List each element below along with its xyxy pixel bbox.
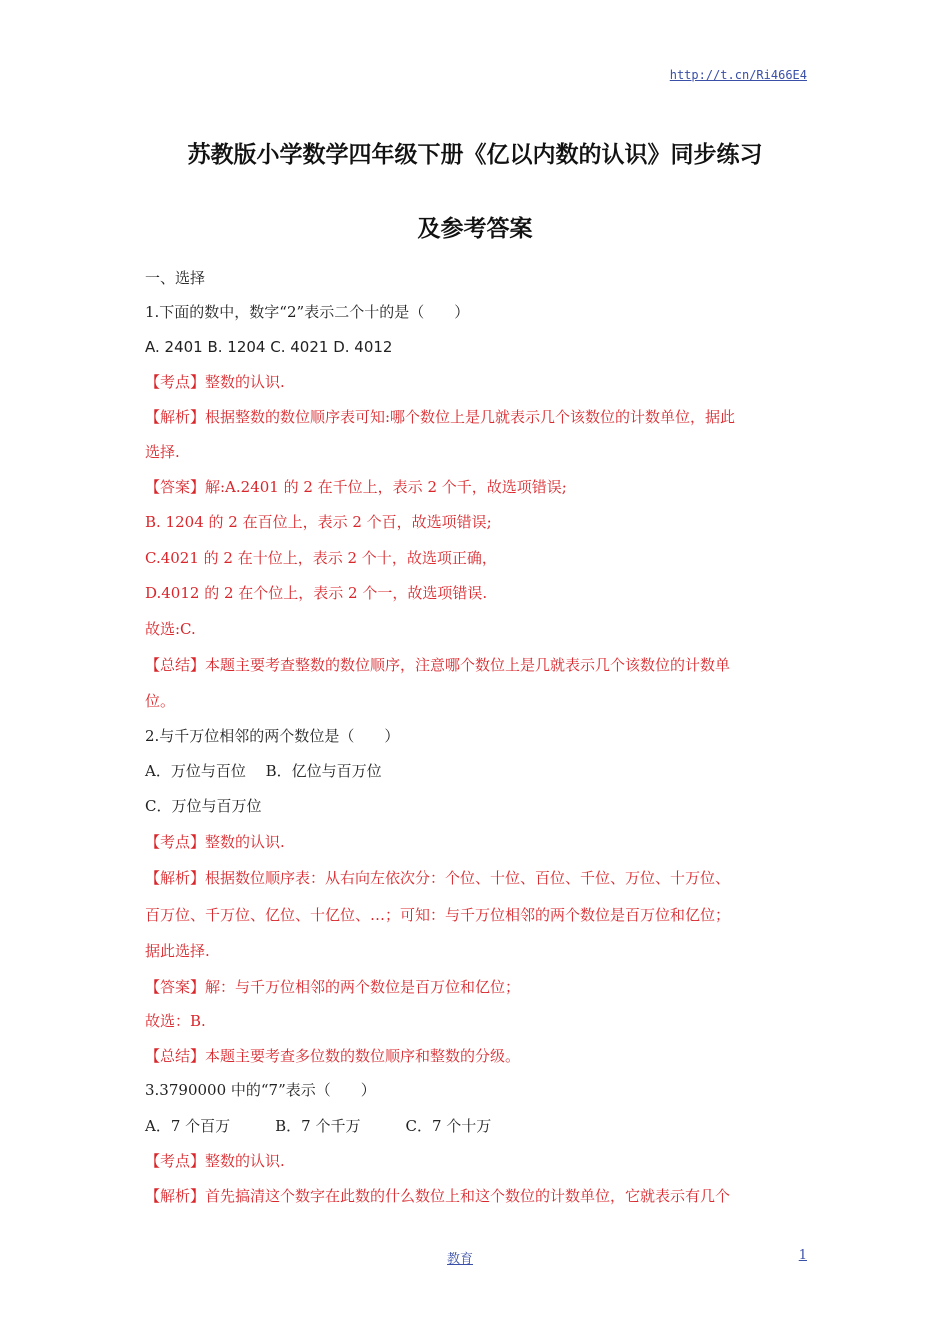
- q1-analysis: 【解析】根据整数的数位顺序表可知:哪个数位上是几就表示几个该数位的计数单位，据此: [145, 408, 736, 426]
- header-link[interactable]: http://t.cn/Ri466E4: [669, 68, 807, 82]
- q1-topic: 【考点】整数的认识.: [145, 373, 285, 391]
- page-number[interactable]: 1: [798, 1248, 807, 1263]
- q1-summary-cont: 位。: [145, 692, 176, 710]
- q2-summary: 【总结】本题主要考查多位数的数位顺序和整数的分级。: [145, 1047, 521, 1065]
- document-title-line-1: 苏教版小学数学四年级下册《亿以内数的认识》同步练习: [187, 142, 763, 168]
- q1-choice: 故选:C.: [145, 620, 196, 638]
- q3-topic: 【考点】整数的认识.: [145, 1152, 285, 1170]
- question-2: 2.与千万位相邻的两个数位是（ ）: [145, 727, 400, 745]
- q2-choice: 故选：B.: [145, 1012, 206, 1030]
- section-heading: 一、选择: [145, 269, 206, 287]
- question-2-option-c: C．万位与百万位: [145, 797, 262, 815]
- q1-analysis-cont: 选择.: [145, 443, 180, 461]
- q1-answer: 【答案】解:A.2401 的 2 在千位上，表示 2 个千，故选项错误;: [145, 478, 567, 496]
- q1-summary: 【总结】本题主要考查整数的数位顺序，注意哪个数位上是几就表示几个该数位的计数单: [145, 656, 731, 674]
- q1-answer-b: B. 1204 的 2 在百位上，表示 2 个百，故选项错误;: [145, 513, 492, 531]
- q2-topic: 【考点】整数的认识.: [145, 833, 285, 851]
- q1-answer-c: C.4021 的 2 在十位上，表示 2 个十，故选项正确，: [145, 549, 497, 567]
- q2-analysis-cont: 百万位、千万位、亿位、十亿位、…；可知：与千万位相邻的两个数位是百万位和亿位；: [145, 906, 731, 924]
- question-2-options-ab: A．万位与百位 B．亿位与百万位: [145, 762, 382, 780]
- q2-analysis-end: 据此选择.: [145, 942, 210, 960]
- footer-link[interactable]: 教育: [447, 1252, 474, 1267]
- question-3-options: A．7 个百万 B．7 个千万 C．7 个十万: [145, 1117, 492, 1135]
- q3-analysis: 【解析】首先搞清这个数字在此数的什么数位上和这个数位的计数单位，它就表示有几个: [145, 1187, 731, 1205]
- question-3: 3.3790000 中的“7”表示（ ）: [145, 1081, 376, 1099]
- q1-answer-d: D.4012 的 2 在个位上，表示 2 个一，故选项错误.: [145, 584, 488, 602]
- q2-analysis: 【解析】根据数位顺序表：从右向左依次分：个位、十位、百位、千位、万位、十万位、: [145, 869, 731, 887]
- question-1-options: A. 2401 B. 1204 C. 4021 D. 4012: [145, 338, 393, 356]
- q2-answer: 【答案】解：与千万位相邻的两个数位是百万位和亿位；: [145, 978, 521, 996]
- document-title-line-2: 及参考答案: [417, 216, 533, 242]
- question-1: 1.下面的数中，数字“2”表示二个十的是（ ）: [145, 303, 470, 321]
